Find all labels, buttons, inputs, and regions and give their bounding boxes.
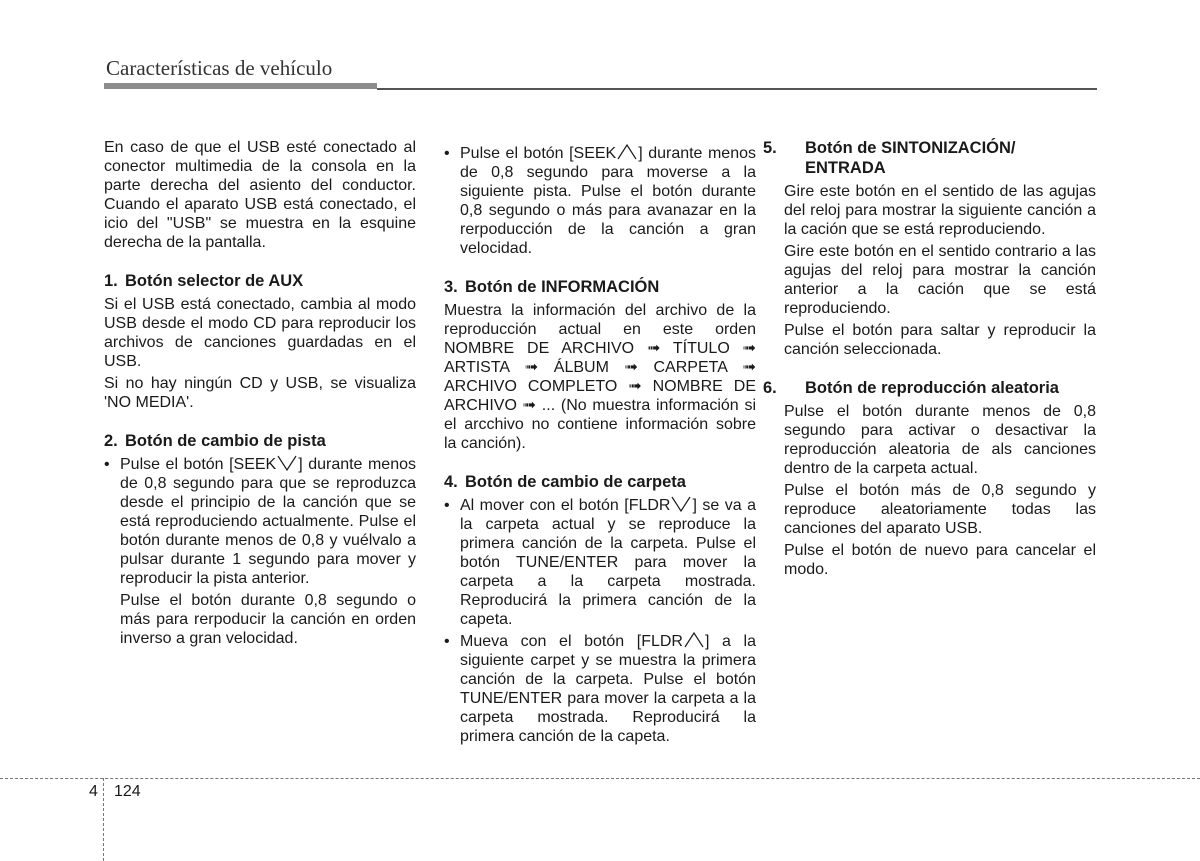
chevron-up-icon (683, 632, 705, 648)
bullet-text-pre: Al mover con el botón [FLDR (460, 497, 671, 514)
bullet-text-pre: Pulse el botón [SEEK (120, 456, 277, 473)
section-number: 5. (763, 139, 777, 157)
bullet-item (444, 632, 756, 746)
bullet-text-post: ] durante menos de 0,8 segundo para que se reproduzca desde el principio de la canción que se está reproduciendo actualmente. Pulse el botón durante menos de 0,8 y vuélvalo a pulsar durante 1 segundo para mover y reproducir la pista anterior. (120, 456, 416, 587)
chevron-down-icon (670, 496, 692, 512)
bullet-text-pre: Mueva con el botón [FLDR (460, 633, 683, 650)
bullet-text (460, 632, 756, 746)
sub-paragraph: Pulse el botón durante 0,8 segundo o más para rerpoducir la canción en orden inverso a gran velocidad. (120, 592, 416, 647)
column-left (104, 138, 416, 651)
column-middle (444, 138, 756, 749)
section-heading-tune (763, 138, 1096, 178)
header-rule-thick (104, 83, 377, 89)
section-heading-folder (444, 472, 756, 492)
section-title: Botón de SINTONIZACIÓN/ ENTRADA (805, 139, 1016, 177)
section-number: 1. (104, 272, 118, 290)
chapter-number: 4 (89, 783, 98, 800)
section-title: Botón selector de AUX (125, 272, 304, 290)
section-title: Botón de cambio de pista (125, 432, 326, 450)
paragraph: Si no hay ningún CD y USB, se visualiza 'NO MEDIA'. (104, 375, 416, 411)
footer-margin-line (103, 778, 104, 861)
section-title: Botón de INFORMACIÓN (465, 278, 660, 296)
bullet-text-pre: Pulse el botón [SEEK (460, 145, 617, 162)
section-title: Botón de reproducción aleatoria (805, 379, 1059, 397)
bullet-dot: • (444, 145, 450, 162)
column-right (763, 138, 1096, 582)
bullet-item (444, 144, 756, 258)
bullet-item (444, 496, 756, 629)
page-number: 124 (114, 783, 141, 800)
paragraph: Si el USB está conectado, cambia al modo USB desde el modo CD para reproducir los archivos de canciones guardadas en el USB. (104, 296, 416, 370)
section-number: 4. (444, 473, 458, 491)
paragraph: Gire este botón en el sentido de las agujas del reloj para mostrar la siguiente canción a la cación que se está reproduciendo. (784, 183, 1096, 238)
intro-paragraph: En caso de que el USB esté conectado al conector multimedia de la consola en la parte derecha del asiento del conductor. Cuando el aparato USB está conectado, el icio del "USB" se muestra en la esquine derecha de la pantalla. (104, 139, 416, 251)
chevron-down-icon (276, 455, 298, 471)
bullet-dot: • (444, 633, 450, 650)
footer-divider (0, 778, 1200, 779)
bullet-item (104, 455, 416, 588)
paragraph: Muestra la información del archivo de la reproducción actual en este orden NOMBRE DE ARCHIVO ➟ TÍTULO ➟ ARTISTA ➟ ÁLBUM ➟ CARPETA ➟ ARCHIVO COMPLETO ➟ NOMBRE DE ARCHIVO ➟ ... (No muestra información si el arcchivo no contiene información sobre la canción). (444, 302, 756, 452)
bullet-dot: • (104, 456, 110, 473)
section-heading-aux (104, 271, 416, 291)
bullet-text (120, 455, 416, 588)
section-number: 6. (763, 379, 777, 397)
header-rule-thin (377, 88, 1097, 90)
bullet-text-post: ] se va a la carpeta actual y se reproduce la primera canción de la carpeta. Pulse el botón TUNE/ENTER para mover la carpeta a la carpeta mostrada. Reproducirá la primera canción de la capeta. (460, 497, 756, 628)
bullet-text (460, 144, 756, 258)
chevron-up-icon (616, 144, 638, 160)
paragraph: Pulse el botón para saltar y reproducir la canción seleccionada. (784, 322, 1096, 358)
page-header-title: Características de vehículo (106, 56, 333, 80)
bullet-text-post: ] durante menos de 0,8 segundo para moverse a la siguiente pista. Pulse el botón durante 0,8 segundo o más para avanazar en la rerpoducción de la canción a gran velocidad. (460, 145, 756, 257)
bullet-dot: • (444, 497, 450, 514)
section-heading-track (104, 431, 416, 451)
section-number: 2. (104, 432, 118, 450)
section-number: 3. (444, 278, 458, 296)
section-title: Botón de cambio de carpeta (465, 473, 686, 491)
paragraph: Pulse el botón durante menos de 0,8 segundo para activar o desactivar la reproducción aleatoria de als canciones dentro de la carpeta actual. (784, 403, 1096, 477)
paragraph: Pulse el botón de nuevo para cancelar el modo. (784, 542, 1096, 578)
section-heading-shuffle (763, 378, 1096, 398)
paragraph: Pulse el botón más de 0,8 segundo y reproduce aleatoriamente todas las canciones del aparato USB. (784, 482, 1096, 537)
bullet-text-post: ] a la siguiente carpet y se muestra la primera canción de la carpeta. Pulse el botón TUNE/ENTER para mover la carpeta a la carpeta mostrada. Reproducirá la primera canción de la capeta. (460, 633, 756, 745)
section-heading-info (444, 277, 756, 297)
bullet-text (460, 496, 756, 629)
paragraph: Gire este botón en el sentido contrario a las agujas del reloj para mostrar la canción anterior a la cación que se está reproduciendo. (784, 243, 1096, 317)
